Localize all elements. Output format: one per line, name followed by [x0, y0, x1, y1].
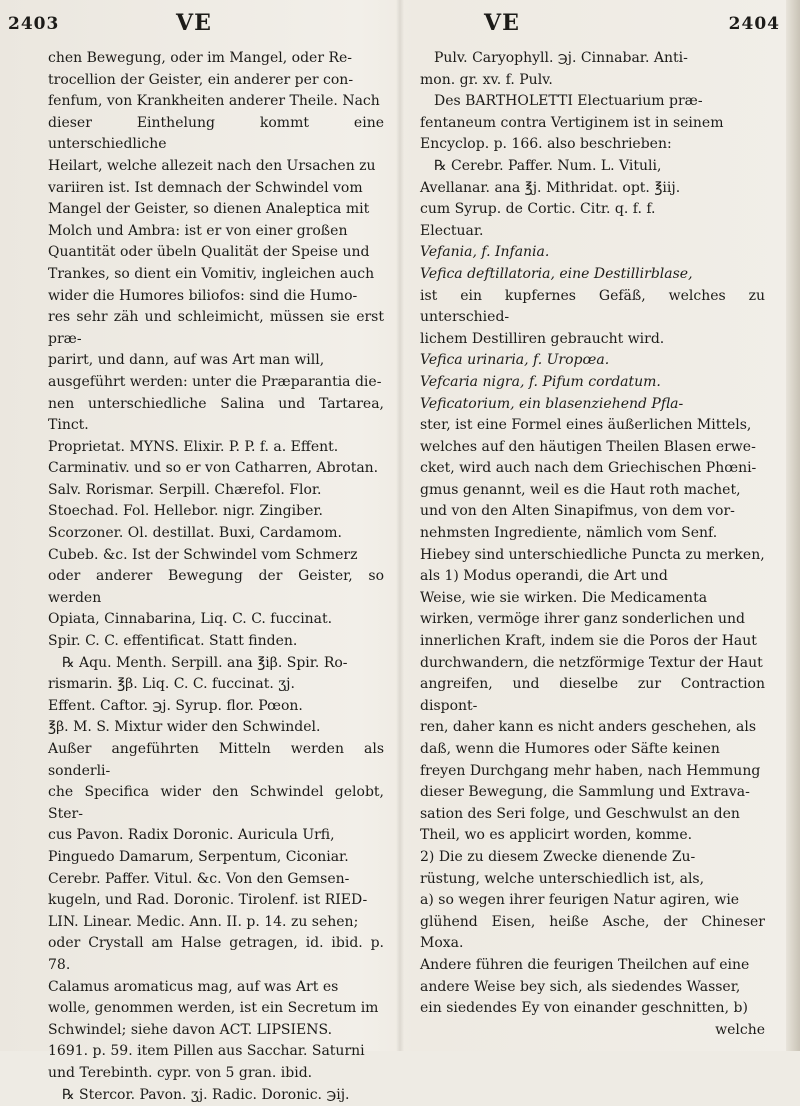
text-line: ren, daher kann es nicht anders geschehen, als: [420, 717, 765, 739]
left-column-text: [48, 48, 384, 1106]
text-line: parirt, und dann, auf was Art man will,: [48, 350, 384, 372]
left-page-number: 2403: [8, 14, 59, 34]
text-line: welches auf den häutigen Theilen Blasen erwe-: [420, 437, 765, 459]
text-line: ster, ist eine Formel eines äußerlichen Mittels,: [420, 415, 765, 437]
text-line: oder Crystall am Halse getragen, id. ibid. p. 78.: [48, 933, 384, 976]
text-line: trocellion der Geister, ein anderer per con-: [48, 70, 384, 92]
text-line: Mangel der Geister, so dienen Analeptica mit: [48, 199, 384, 221]
text-line: Calamus aromaticus mag, auf was Art es: [48, 977, 384, 999]
right-column-text: [420, 48, 765, 1041]
text-line: Pinguedo Damarum, Serpentum, Ciconiar.: [48, 847, 384, 869]
text-line: oder anderer Bewegung der Geister, so werden: [48, 566, 384, 609]
right-page-number: 2404: [729, 14, 780, 34]
text-line: Des BARTHOLETTI Electuarium præ-: [420, 91, 765, 113]
text-line: ist ein kupfernes Gefäß, welches zu unterschied-: [420, 286, 765, 329]
entry-vesica-urinaria: Vefica urinaria, f. Uropœa.: [420, 350, 765, 372]
text-line: Andere führen die feurigen Theilchen auf eine: [420, 955, 765, 977]
text-line: Electuar.: [420, 221, 765, 243]
text-line: ℞ Aqu. Menth. Serpill. ana ℥iβ. Spir. Ro-: [48, 653, 384, 675]
text-line: Carminativ. und so er von Catharren, Abrotan.: [48, 458, 384, 480]
text-line: fenfum, von Krankheiten anderer Theile. Nach: [48, 91, 384, 113]
text-line: Trankes, so dient ein Vomitiv, ingleichen auch: [48, 264, 384, 286]
text-line: Salv. Rorismar. Serpill. Chærefol. Flor.: [48, 480, 384, 502]
text-line: sation des Seri folge, und Geschwulst an den: [420, 804, 765, 826]
text-line: Spir. C. C. effentificat. Statt finden.: [48, 631, 384, 653]
text-line: ℞ Stercor. Pavon. ʒj. Radic. Doronic. ℈ij.: [48, 1085, 384, 1106]
text-line: als 1) Modus operandi, die Art und: [420, 566, 765, 588]
text-line: wirken, vermöge ihrer ganz sonderlichen und: [420, 609, 765, 631]
text-line: ℞ Cerebr. Paffer. Num. L. Vituli,: [420, 156, 765, 178]
text-line: variiren ist. Ist demnach der Schwindel vom: [48, 178, 384, 200]
text-line: 2) Die zu diesem Zwecke dienende Zu-: [420, 847, 765, 869]
text-line: ausgeführt werden: unter die Præparantia die-: [48, 372, 384, 394]
text-line: und Terebinth. cypr. von 5 gran. ibid.: [48, 1063, 384, 1085]
text-line: dieser Einthelung kommt eine unterschiedliche: [48, 113, 384, 156]
text-line: Cerebr. Paffer. Vitul. &c. Von den Gemsen-: [48, 869, 384, 891]
page-edge: [786, 0, 800, 1051]
text-line: Avellanar. ana ℥j. Mithridat. opt. ℥iij.: [420, 178, 765, 200]
text-line: durchwandern, die netzförmige Textur der Haut: [420, 653, 765, 675]
text-line: ℥β. M. S. Mixtur wider den Schwindel.: [48, 717, 384, 739]
text-line: mon. gr. xv. f. Pulv.: [420, 70, 765, 92]
text-line: Theil, wo es applicirt worden, komme.: [420, 825, 765, 847]
text-line: daß, wenn die Humores oder Säfte keinen: [420, 739, 765, 761]
text-line: cus Pavon. Radix Doronic. Auricula Urfi,: [48, 825, 384, 847]
entry-vesania: Vefania, f. Infania.: [420, 242, 765, 264]
text-line: nehmsten Ingrediente, nämlich vom Senf.: [420, 523, 765, 545]
text-line: innerlichen Kraft, indem sie die Poros der Haut: [420, 631, 765, 653]
text-line: Molch und Ambra: ist er von einer großen: [48, 221, 384, 243]
text-line: rüstung, welche unterschiedlich ist, als,: [420, 869, 765, 891]
text-line: lichem Destilliren gebraucht wird.: [420, 329, 765, 351]
left-page-header: [0, 10, 396, 44]
text-line: dieser Bewegung, die Sammlung und Extrava-: [420, 782, 765, 804]
text-line: Opiata, Cinnabarina, Liq. C. C. fuccinat.: [48, 609, 384, 631]
text-line: und von den Alten Sinapifmus, von dem vor-: [420, 501, 765, 523]
text-line: kugeln, und Rad. Doronic. Tirolenf. ist RIED-: [48, 890, 384, 912]
catchword: welche: [420, 1020, 765, 1042]
text-line: Stoechad. Fol. Hellebor. nigr. Zingiber.: [48, 501, 384, 523]
text-line: nen unterschiedliche Salina und Tartarea, Tinct.: [48, 394, 384, 437]
text-line: Heilart, welche allezeit nach den Ursachen zu: [48, 156, 384, 178]
text-line: Quantität oder übeln Qualität der Speise und: [48, 242, 384, 264]
text-line: 1691. p. 59. item Pillen aus Sacchar. Saturni: [48, 1041, 384, 1063]
text-line: che Specifica wider den Schwindel gelobt, Ster-: [48, 782, 384, 825]
left-running-head: VE: [176, 10, 212, 36]
page-gutter: [396, 0, 404, 1051]
text-line: cum Syrup. de Cortic. Citr. q. f. f.: [420, 199, 765, 221]
text-line: Cubeb. &c. Ist der Schwindel vom Schmerz: [48, 545, 384, 567]
text-line: rismarin. ℥β. Liq. C. C. fuccinat. ʒj.: [48, 674, 384, 696]
text-line: res sehr zäh und schleimicht, müssen sie erst præ-: [48, 307, 384, 350]
entry-vesicaria-nigra: Vefcaria nigra, f. Pifum cordatum.: [420, 372, 765, 394]
text-line: angreifen, und dieselbe zur Contraction dispont-: [420, 674, 765, 717]
text-line: Effent. Caftor. ℈j. Syrup. flor. Pœon.: [48, 696, 384, 718]
text-line: cket, wird auch nach dem Griechischen Phœni-: [420, 458, 765, 480]
text-line: gmus genannt, weil es die Haut roth machet,: [420, 480, 765, 502]
right-page-header: [404, 10, 786, 44]
text-line: Proprietat. MYNS. Elixir. P. P. f. a. Effent.: [48, 437, 384, 459]
entry-vesica-destillatoria: Vefica deftillatoria, eine Destillirblase,: [420, 264, 765, 286]
text-line: Außer angeführten Mitteln werden als sonderli-: [48, 739, 384, 782]
right-running-head: VE: [484, 10, 520, 36]
text-line: freyen Durchgang mehr haben, nach Hemmung: [420, 761, 765, 783]
text-line: Scorzoner. Ol. destillat. Buxi, Cardamom.: [48, 523, 384, 545]
text-line: Weise, wie sie wirken. Die Medicamenta: [420, 588, 765, 610]
text-line: fentaneum contra Vertiginem ist in seinem: [420, 113, 765, 135]
text-line: andere Weise bey sich, als siedendes Wasser,: [420, 977, 765, 999]
text-line: Pulv. Caryophyll. ℈j. Cinnabar. Anti-: [420, 48, 765, 70]
text-line: a) so wegen ihrer feurigen Natur agiren, wie: [420, 890, 765, 912]
text-line: wider die Humores biliofos: sind die Humo-: [48, 286, 384, 308]
text-line: ein siedendes Ey von einander geschnitten, b): [420, 998, 765, 1020]
text-line: wolle, genommen werden, ist ein Secretum im: [48, 998, 384, 1020]
text-line: LIN. Linear. Medic. Ann. II. p. 14. zu sehen;: [48, 912, 384, 934]
text-line: Schwindel; siehe davon ACT. LIPSIENS.: [48, 1020, 384, 1042]
text-line: Hiebey sind unterschiedliche Puncta zu merken,: [420, 545, 765, 567]
entry-vesicatorium: Veficatorium, ein blasenziehend Pfla-: [420, 394, 765, 416]
text-line: glühend Eisen, heiße Asche, der Chineser Moxa.: [420, 912, 765, 955]
text-line: Encyclop. p. 166. also beschrieben:: [420, 134, 765, 156]
text-line: chen Bewegung, oder im Mangel, oder Re-: [48, 48, 384, 70]
